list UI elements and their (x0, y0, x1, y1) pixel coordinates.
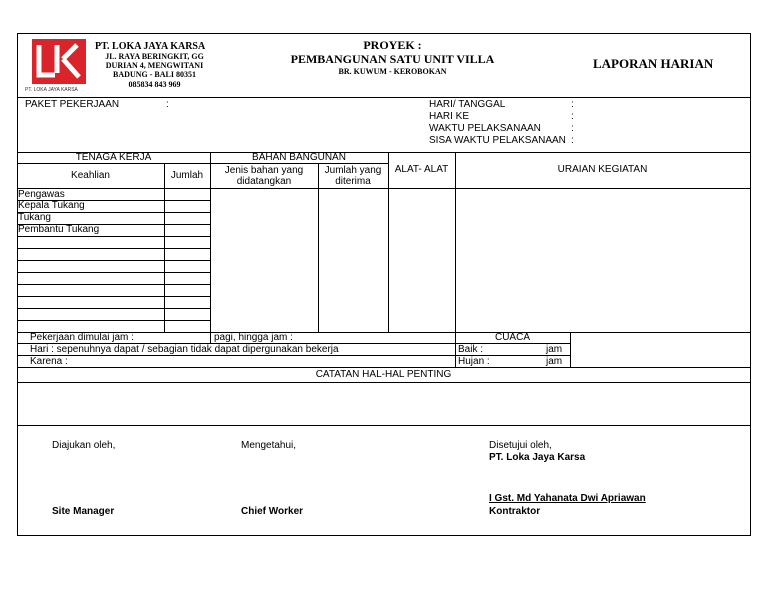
jenis-bahan-header-2: didatangkan (236, 176, 292, 187)
company-address-1: JL. RAYA BERINGKIT, GG (105, 52, 204, 61)
disetujui-label: Disetujui oleh, (489, 440, 552, 451)
row-line (17, 236, 210, 237)
hingga-label: pagi, hingga jam : (214, 332, 293, 343)
row-line (17, 284, 210, 285)
ljk-logo-icon (29, 39, 90, 90)
chief-worker-label: Chief Worker (241, 506, 304, 517)
baik-jam: jam (546, 344, 563, 355)
jumlah-diterima-header-1: Jumlah yang (324, 165, 382, 176)
jenis-bahan-header-1: Jenis bahan yang (224, 165, 304, 176)
row-line (17, 272, 210, 273)
hari-status-label: Hari : sepenuhnya dapat / sebagian tidak dapat dipergunakan bekerja (30, 344, 339, 355)
col-line-alat (388, 152, 389, 332)
info-colon: : (571, 111, 574, 122)
contractor-name: I Gst. Md Yahanata Dwi Apriawan (489, 493, 646, 504)
row-line (17, 308, 210, 309)
company-phone: 085834 843 969 (128, 80, 181, 89)
catatan-header: CATATAN HAL-HAL PENTING (315, 369, 452, 380)
baik-label: Baik : (458, 344, 484, 355)
uraian-header: URAIAN KEGIATAN (557, 164, 648, 175)
col-line-jumlah (164, 163, 165, 332)
header-divider (17, 97, 750, 98)
hujan-label: Hujan : (458, 356, 490, 367)
hujan-jam: jam (546, 356, 563, 367)
cuaca-header: CUACA (494, 332, 530, 343)
catatan-line (17, 382, 750, 383)
diajukan-label: Diajukan oleh, (52, 440, 116, 451)
bahan-bangunan-header: BAHAN BANGUNAN (252, 152, 346, 163)
worker-row-pembantu: Pembantu Tukang (18, 224, 100, 235)
col-line-cuaca (570, 332, 571, 368)
group-header-line (17, 163, 389, 164)
info-colon: : (571, 99, 574, 110)
row-line (17, 296, 210, 297)
contractor-role: Kontraktor (489, 506, 541, 517)
paket-label: PAKET PEKERJAAN (25, 99, 120, 110)
company-logo (29, 39, 90, 90)
info-colon: : (571, 123, 574, 134)
paket-colon: : (166, 99, 169, 110)
keahlian-header: Keahlian (71, 170, 110, 181)
jumlah-header: Jumlah (170, 170, 204, 181)
status-bottom-line (17, 367, 750, 368)
alat-header: ALAT- ALAT (394, 164, 449, 175)
waktu-label: WAKTU PELAKSANAAN (429, 123, 541, 134)
site-manager-label: Site Manager (52, 506, 115, 517)
company-address-2: DURIAN 4, MENGWITANI (105, 61, 204, 70)
row-line (17, 260, 210, 261)
tenaga-kerja-header: TENAGA KERJA (75, 152, 152, 163)
report-title: LAPORAN HARIAN (593, 56, 714, 71)
mulai-label: Pekerjaan dimulai jam : (30, 332, 134, 343)
info-colon: : (571, 135, 574, 146)
column-header-line (17, 188, 750, 189)
worker-row-tukang: Tukang (18, 212, 51, 223)
row-line (17, 320, 210, 321)
project-title: PEMBANGUNAN SATU UNIT VILLA (290, 52, 495, 66)
mengetahui-label: Mengetahui, (241, 440, 297, 451)
project-location: BR. KUWUM - KEROBOKAN (338, 67, 447, 76)
disetujui-company: PT. Loka Jaya Karsa (489, 452, 586, 463)
worker-row-kepala-tukang: Kepala Tukang (18, 200, 85, 211)
hari-ke-label: HARI KE (429, 111, 470, 122)
hari-tanggal-label: HARI/ TANGGAL (429, 99, 506, 110)
project-label: PROYEK : (363, 38, 422, 52)
company-address-3: BADUNG - BALI 80351 (113, 70, 196, 79)
logo-caption: PT. LOKA JAYA KARSA (25, 87, 78, 93)
row-line (17, 248, 210, 249)
col-line-diterima (318, 163, 319, 332)
karena-label: Karena : (30, 356, 68, 367)
sisa-label: SISA WAKTU PELAKSANAAN (429, 135, 566, 146)
worker-row-pengawas: Pengawas (18, 189, 65, 200)
signature-top-line (17, 425, 750, 426)
jumlah-diterima-header-2: diterima (335, 176, 371, 187)
company-name: PT. LOKA JAYA KARSA (95, 41, 206, 52)
